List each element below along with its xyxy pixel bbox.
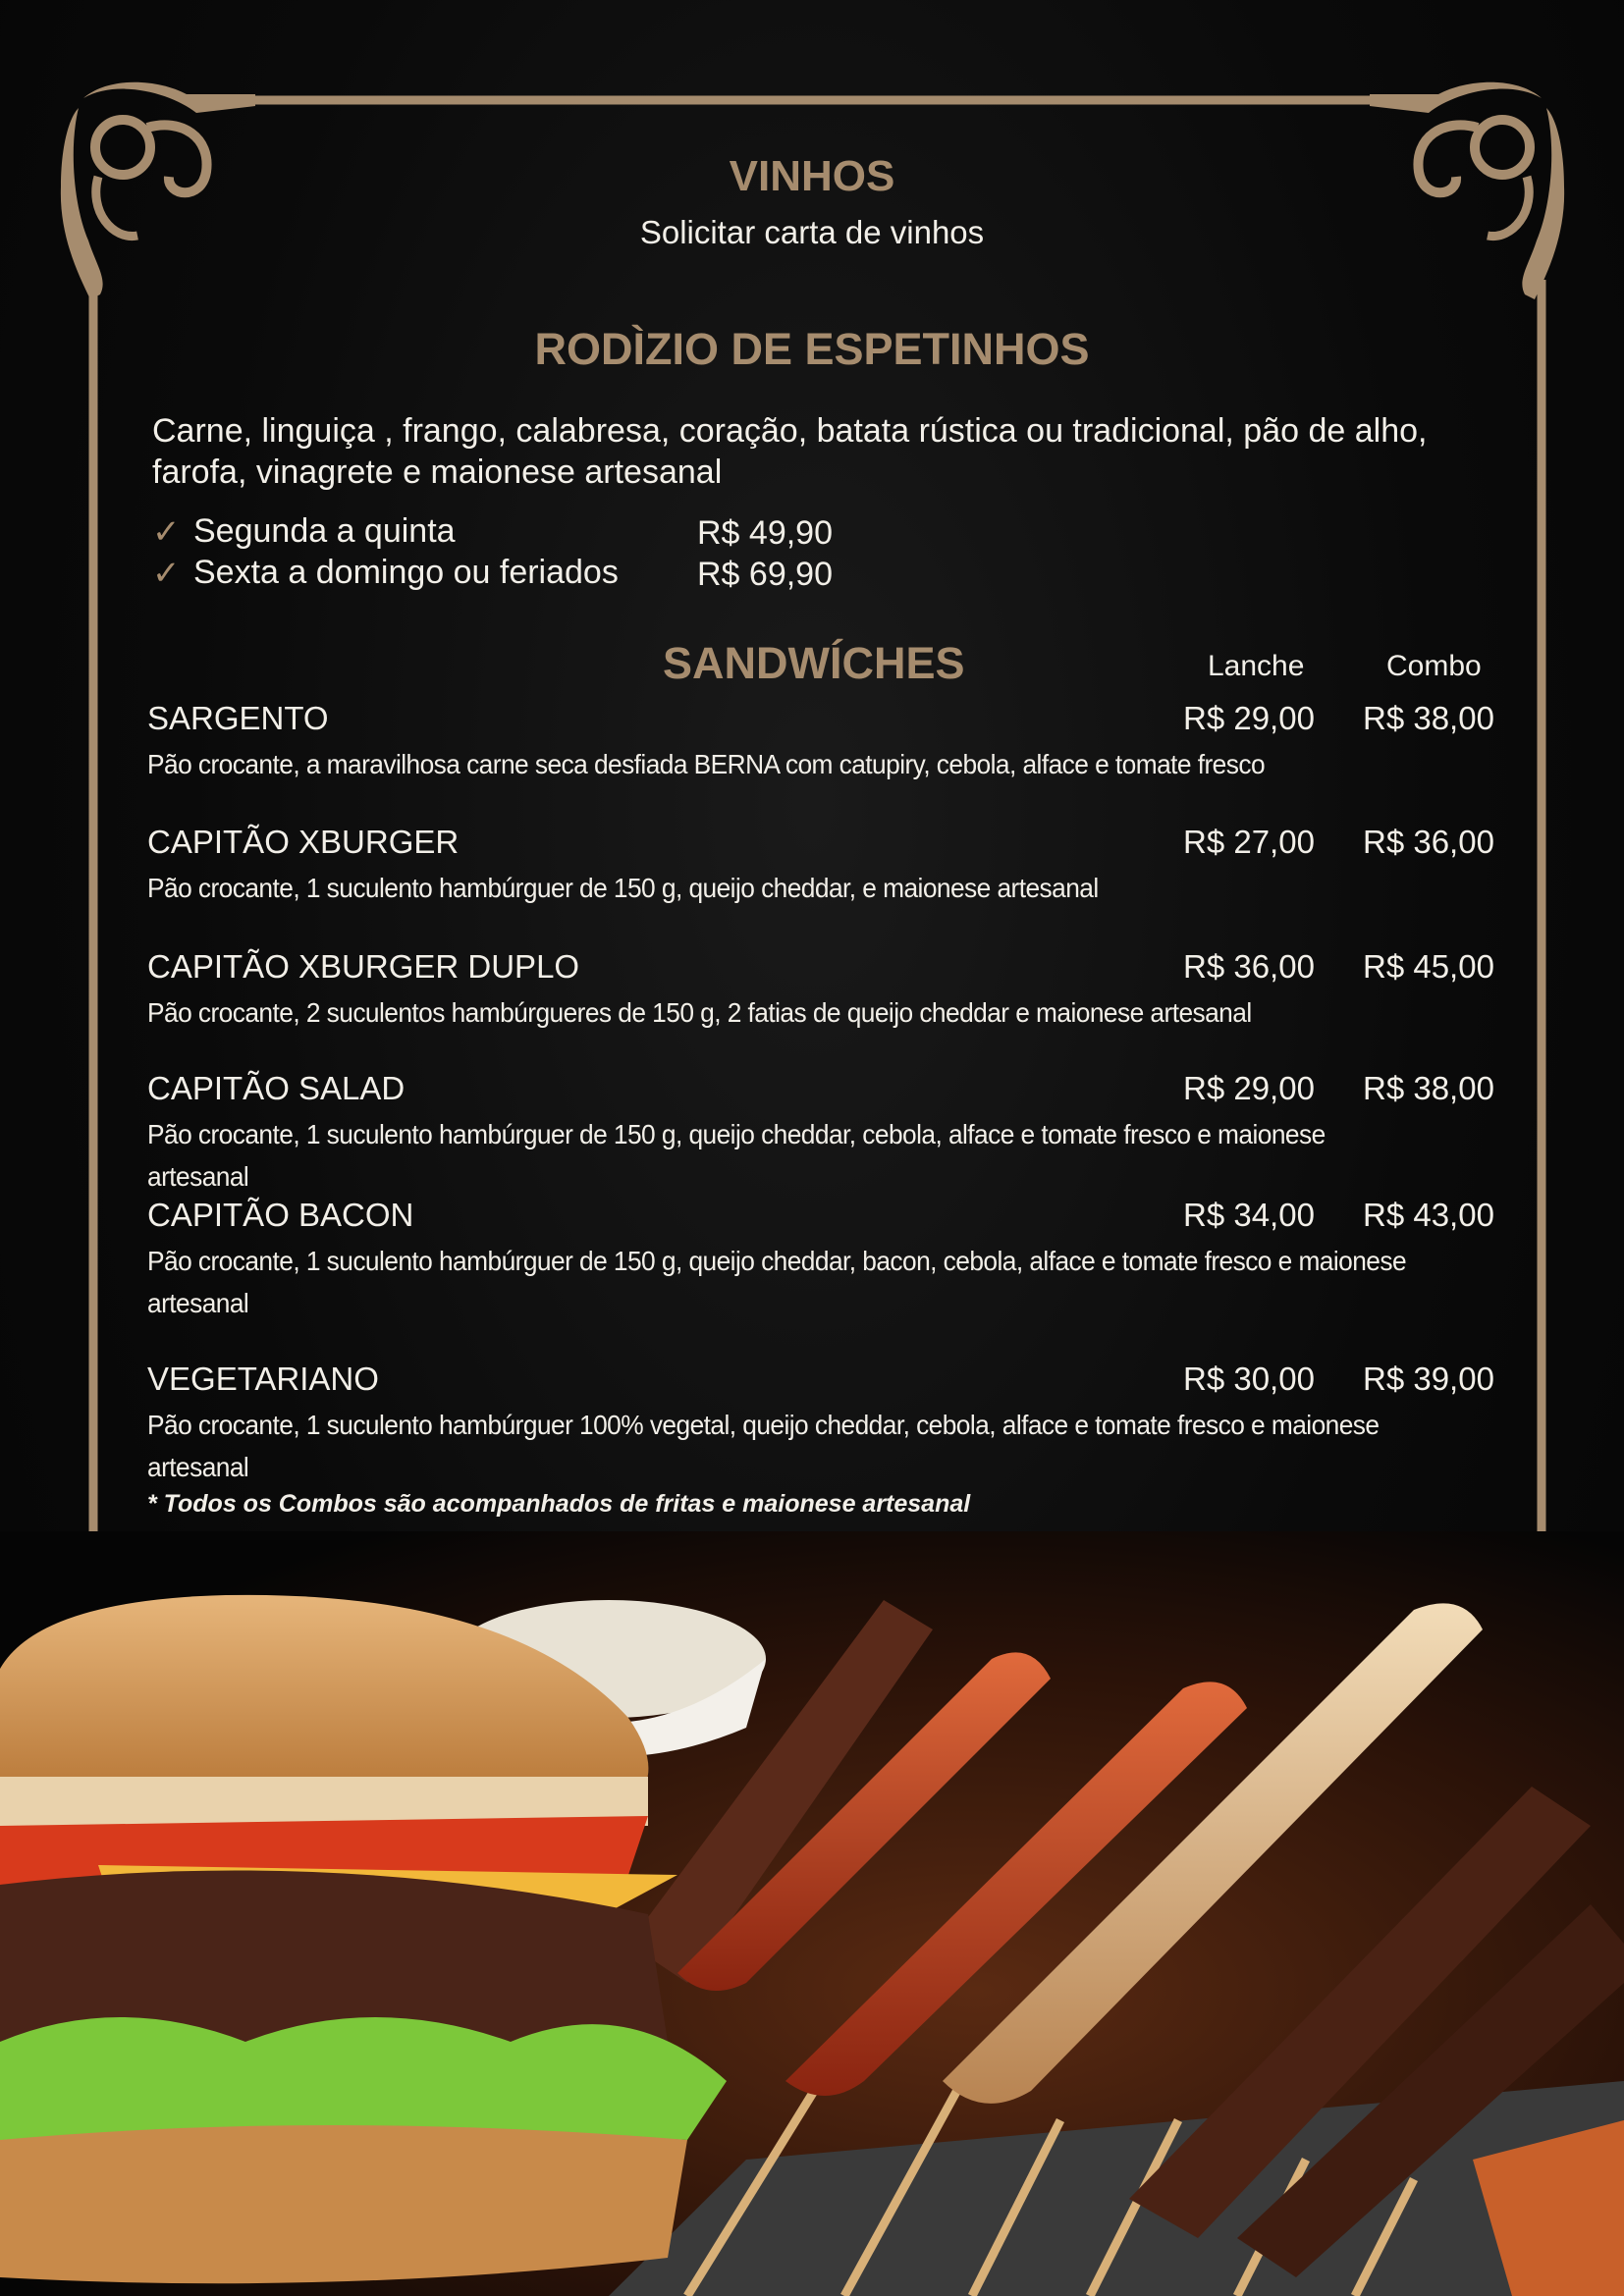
rodizio-description: Carne, linguiça , frango, calabresa, coração, batata rústica ou tradicional, pão de alho, farofa, vinagrete e maionese artesanal <box>152 412 1428 491</box>
item-price-lanche: R$ 30,00 <box>1183 1361 1315 1397</box>
item-name: VEGETARIANO <box>147 1361 379 1397</box>
checkmark-icon: ✓ <box>152 555 181 592</box>
item-price-lanche: R$ 29,00 <box>1183 700 1315 736</box>
rodizio-option-price: R$ 69,90 <box>697 556 833 593</box>
item-description: Pão crocante, 1 suculento hambúrguer de 150 g, queijo cheddar, bacon, cebola, alface e tomate fresco e maionese artesanal <box>147 1246 1407 1318</box>
sandwiches-section-title: SANDWÍCHES <box>663 638 965 688</box>
item-price-combo: R$ 38,00 <box>1363 1070 1494 1106</box>
item-name: SARGENTO <box>147 700 329 736</box>
rodizio-option-price: R$ 49,90 <box>697 514 833 552</box>
item-description: Pão crocante, a maravilhosa carne seca desfiada BERNA com catupiry, cebola, alface e tomate fresco <box>147 749 1266 779</box>
rodizio-option <box>152 512 1036 554</box>
column-header-lanche: Lanche <box>1208 650 1305 682</box>
item-description: Pão crocante, 1 suculento hambúrguer de 150 g, queijo cheddar, cebola, alface e tomate fresco e maionese artesanal <box>147 1119 1326 1192</box>
checkmark-icon: ✓ <box>152 513 181 551</box>
item-name: CAPITÃO XBURGER DUPLO <box>147 948 580 985</box>
rodizio-option-label: Segunda a quinta <box>193 512 456 550</box>
item-price-lanche: R$ 27,00 <box>1183 824 1315 860</box>
rodizio-section-title: RODÌZIO DE ESPETINHOS <box>534 324 1090 374</box>
column-header-combo: Combo <box>1386 650 1482 682</box>
item-description: Pão crocante, 2 suculentos hambúrgueres de 150 g, 2 fatias de queijo cheddar e maionese artesanal <box>147 997 1252 1028</box>
item-name: CAPITÃO SALAD <box>147 1070 406 1106</box>
wine-subtitle: Solicitar carta de vinhos <box>639 214 985 250</box>
item-price-combo: R$ 45,00 <box>1363 948 1494 985</box>
combo-footnote: * Todos os Combos são acompanhados de fritas e maionese artesanal <box>147 1490 971 1518</box>
item-price-lanche: R$ 34,00 <box>1183 1197 1315 1233</box>
food-photo <box>0 1531 1624 2296</box>
item-name: CAPITÃO XBURGER <box>147 824 460 860</box>
item-price-combo: R$ 38,00 <box>1363 700 1494 736</box>
rodizio-option-label: Sexta a domingo ou feriados <box>193 554 619 591</box>
rodizio-option <box>152 554 1036 595</box>
item-price-combo: R$ 39,00 <box>1363 1361 1494 1397</box>
item-price-lanche: R$ 29,00 <box>1183 1070 1315 1106</box>
item-description: Pão crocante, 1 suculento hambúrguer de 150 g, queijo cheddar, e maionese artesanal <box>147 873 1099 903</box>
item-price-lanche: R$ 36,00 <box>1183 948 1315 985</box>
item-price-combo: R$ 43,00 <box>1363 1197 1494 1233</box>
wine-section-title: VINHOS <box>729 152 895 200</box>
item-price-combo: R$ 36,00 <box>1363 824 1494 860</box>
item-name: CAPITÃO BACON <box>147 1197 414 1233</box>
item-description: Pão crocante, 1 suculento hambúrguer 100% vegetal, queijo cheddar, cebola, alface e tomate fresco e maionese artesanal <box>147 1410 1380 1482</box>
